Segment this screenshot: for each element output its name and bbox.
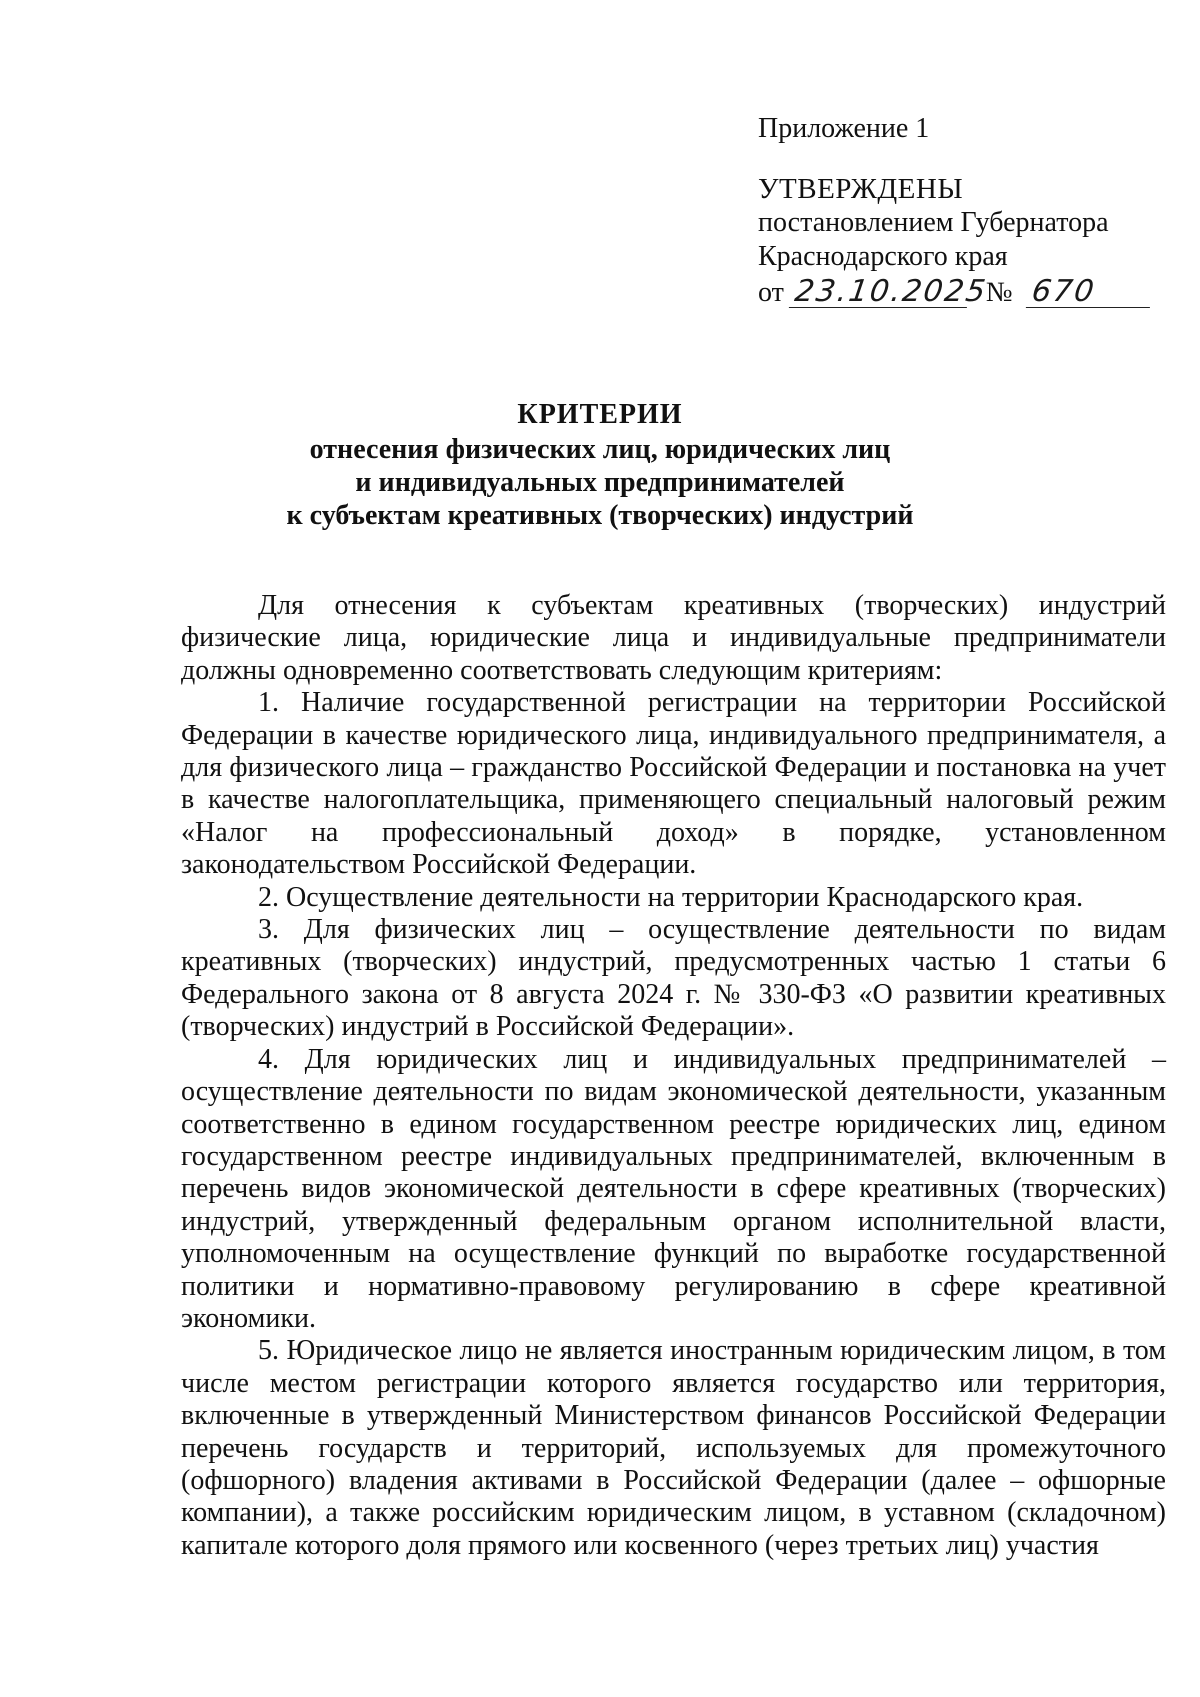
number-sign: № xyxy=(985,277,1013,308)
handwritten-date: 23.10.2025 xyxy=(789,277,971,308)
handwritten-number: 670 xyxy=(1025,277,1153,308)
title-line-1: отнесения физических лиц, юридических лиц xyxy=(309,434,891,465)
approval-block xyxy=(758,112,1178,310)
document-title xyxy=(180,398,1020,532)
title-line-3: к субъектам креативных (творческих) индустрий xyxy=(286,500,914,531)
date-number-row xyxy=(758,276,1178,310)
paragraph-intro: Для отнесения к субъектам креативных (творческих) индустрий физические лица, юридические лица и индивидуальные предприниматели должны одновременно соответствовать следующим критериям: xyxy=(181,590,1166,686)
approved-by-line-1: постановлением Губернатора xyxy=(758,207,1109,238)
paragraph-item-3: 3. Для физических лиц – осуществление деятельности по видам креативных (творческих) индустрий, предусмотренных частью 1 статьи 6 Федерального закона от 8 августа 2024 г. № 330-ФЗ «О развитии креативных (творческих) индустрий в Российской Федерации». xyxy=(181,914,1166,1043)
paragraph-item-2: 2. Осуществление деятельности на территории Краснодарского края. xyxy=(258,881,1084,913)
title-line-2: и индивидуальных предпринимателей xyxy=(355,467,845,498)
paragraph-item-1: 1. Наличие государственной регистрации на территории Российской Федерации в качестве юридического лица, индивидуального предпринимателя, а для физического лица – гражданство Российской Федерации и постановка на учет в качестве налогоплательщика, применяющего специальный налоговый режим «Налог на профессиональный доход» в порядке, установленном законодательством Российской Федерации. xyxy=(181,687,1166,881)
appendix-label: Приложение 1 xyxy=(758,113,930,144)
approved-by-line-2: Краснодарского края xyxy=(758,241,1008,272)
paragraph-item-4: 4. Для юридических лиц и индивидуальных предпринимателей – осуществление деятельности по видам экономической деятельности, указанным соответственно в едином государственном реестре юридических лиц, едином государственном реестре индивидуальных предпринимателей, включенным в перечень видов экономической деятельности в сфере креативных (творческих) индустрий, утвержденный федеральным органом исполнительной власти, уполномоченным на осуществление функций по выработке государственной политики и нормативно-правовому регулированию в сфере креативной экономики. xyxy=(181,1043,1166,1334)
approved-heading: УТВЕРЖДЕНЫ xyxy=(758,173,964,205)
paragraph-item-5: 5. Юридическое лицо не является иностранным юридическим лицом, в том числе местом регистрации которого является государство или территория, включенные в утвержденный Министерством финансов Российской Федерации перечень государств и территорий, используемых для промежуточного (офшорного) владения активами в Российской Федерации (далее – офшорные компании), а также российским юридическим лицом, в уставном (складочном) капитале которого доля прямого или косвенного (через третьих лиц) участия xyxy=(181,1335,1166,1561)
title-main: КРИТЕРИИ xyxy=(517,399,683,430)
date-prefix: от xyxy=(758,277,784,308)
document-body xyxy=(181,590,1166,1562)
